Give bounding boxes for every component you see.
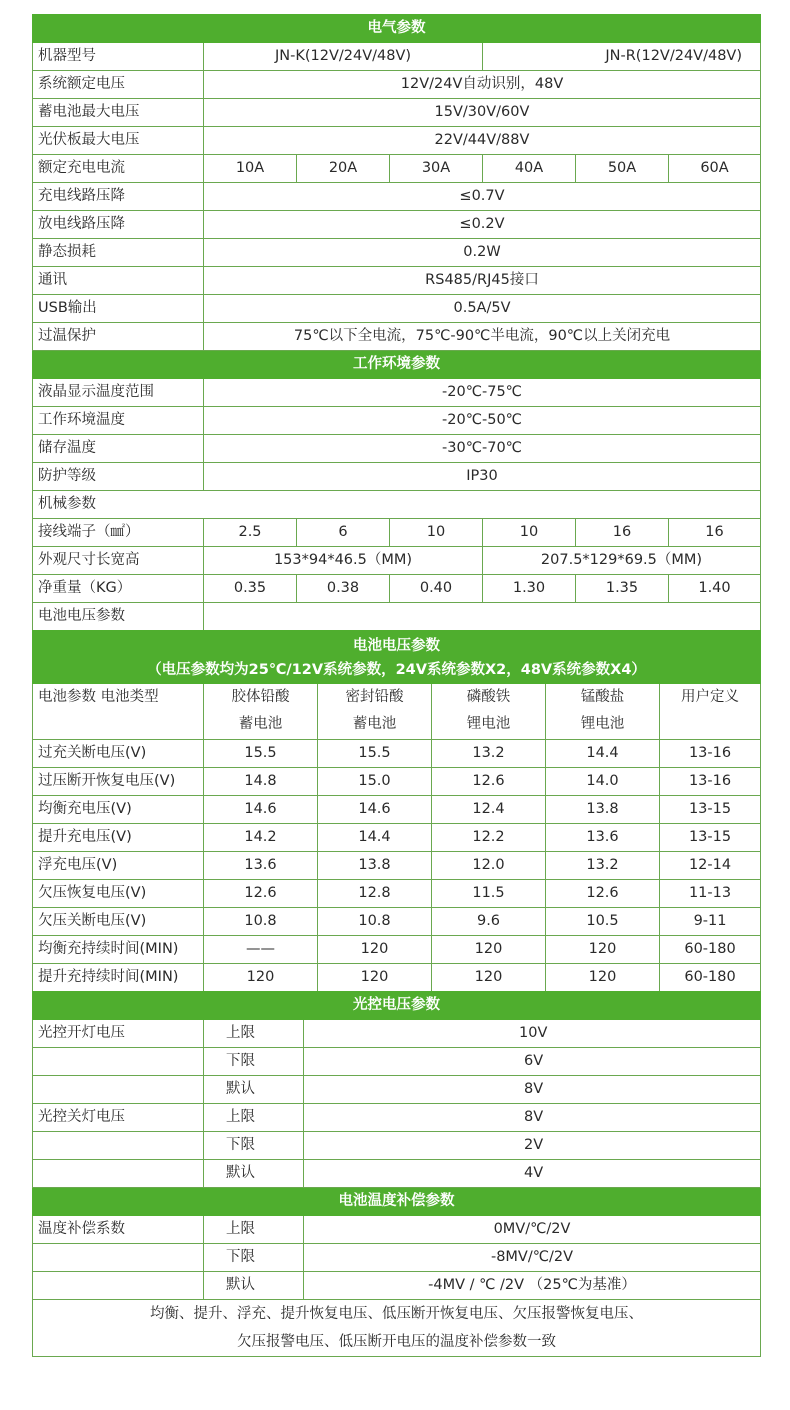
battery-table xyxy=(32,630,761,992)
cell-value: ≤0.2V xyxy=(204,211,761,239)
empty-cell xyxy=(33,1244,204,1272)
cell-value: 10.8 xyxy=(318,908,432,936)
section-title: 电池温度补偿参数 xyxy=(33,1188,761,1216)
cell-value: 11-13 xyxy=(660,880,761,908)
row-label: 防护等级 xyxy=(33,463,204,491)
cell-value: 16 xyxy=(576,519,669,547)
cell-value: 12.6 xyxy=(546,880,660,908)
limit-value: 8V xyxy=(304,1104,761,1132)
cell-value: 120 xyxy=(546,964,660,992)
row-label: 液晶显示温度范围 xyxy=(33,379,204,407)
table-row xyxy=(33,824,761,852)
cell-value: 16 xyxy=(669,519,761,547)
table-row xyxy=(33,908,761,936)
cell-value: 11.5 xyxy=(432,880,546,908)
table-row xyxy=(33,323,761,351)
table-row xyxy=(33,936,761,964)
table-row xyxy=(33,295,761,323)
empty-cell xyxy=(204,603,761,631)
row-label: 电池电压参数 xyxy=(33,603,204,631)
cell-value: ≤0.7V xyxy=(204,183,761,211)
battery-rows xyxy=(33,740,761,992)
cell-value: 13-15 xyxy=(660,824,761,852)
row-label: 提升充持续时间(MIN) xyxy=(33,964,204,992)
cell-value: 12.6 xyxy=(432,768,546,796)
row-label: 蓄电池最大电压 xyxy=(33,99,204,127)
header-line1: 胶体铅酸 xyxy=(231,689,290,705)
cell-value: 120 xyxy=(318,964,432,992)
row-label: 提升充电压(V) xyxy=(33,824,204,852)
cell-value: 13.8 xyxy=(546,796,660,824)
cell-value: 12.0 xyxy=(432,852,546,880)
empty-cell xyxy=(33,1160,204,1188)
table-row xyxy=(33,519,761,547)
table-row xyxy=(33,1216,761,1244)
cell-value: 14.6 xyxy=(318,796,432,824)
empty-cell xyxy=(33,1048,204,1076)
table-row xyxy=(33,852,761,880)
row-label: 过温保护 xyxy=(33,323,204,351)
cell-value: 120 xyxy=(318,936,432,964)
empty-cell xyxy=(33,1076,204,1104)
table-row xyxy=(33,768,761,796)
cell-value: -30℃-70℃ xyxy=(204,435,761,463)
section-light-control xyxy=(33,992,761,1020)
cell-value: 120 xyxy=(546,936,660,964)
limit-label: 上限 xyxy=(204,1216,304,1244)
table-row xyxy=(33,211,761,239)
limit-label: 默认 xyxy=(204,1160,304,1188)
header-line2: 锂电池 xyxy=(580,716,625,732)
row-label: 光控开灯电压 xyxy=(33,1020,204,1048)
row-label: 系统额定电压 xyxy=(33,71,204,99)
cell-value: 60A xyxy=(669,155,761,183)
section-electrical xyxy=(33,15,761,43)
row-label: 放电线路压降 xyxy=(33,211,204,239)
limit-value: 10V xyxy=(304,1020,761,1048)
cell-value: 12.6 xyxy=(204,880,318,908)
limit-value: 8V xyxy=(304,1076,761,1104)
table-row xyxy=(33,796,761,824)
limit-value: 0MV/℃/2V xyxy=(304,1216,761,1244)
cell-value: 14.4 xyxy=(546,740,660,768)
header-line1: 磷酸铁 xyxy=(466,689,511,705)
cell-value: JN-R(12V/24V/48V) xyxy=(483,43,761,71)
row-label: 过压断开恢复电压(V) xyxy=(33,768,204,796)
cell-value: 13.2 xyxy=(432,740,546,768)
cell-value: 15.5 xyxy=(318,740,432,768)
limit-label: 默认 xyxy=(204,1076,304,1104)
cell-value: 1.40 xyxy=(669,575,761,603)
row-label: 额定充电电流 xyxy=(33,155,204,183)
row-label: 均衡充持续时间(MIN) xyxy=(33,936,204,964)
table-row xyxy=(33,239,761,267)
table-row xyxy=(33,1160,761,1188)
table-row xyxy=(33,463,761,491)
limit-value: -8MV/℃/2V xyxy=(304,1244,761,1272)
table-row xyxy=(33,43,761,71)
cell-value: -20℃-50℃ xyxy=(204,407,761,435)
table-row xyxy=(33,1076,761,1104)
table-row xyxy=(33,575,761,603)
header-line2: 锂电池 xyxy=(466,716,511,732)
row-label: 欠压恢复电压(V) xyxy=(33,880,204,908)
cell-value: 10 xyxy=(483,519,576,547)
table-row xyxy=(33,407,761,435)
cell-value: 10A xyxy=(204,155,297,183)
table-row xyxy=(33,740,761,768)
section-title: 光控电压参数 xyxy=(33,992,761,1020)
cell-value: 12V/24V自动识别，48V xyxy=(204,71,761,99)
cell-value: JN-K(12V/24V/48V) xyxy=(204,43,483,71)
header-first: 电池参数 电池类型 xyxy=(33,684,204,740)
limit-value: 4V xyxy=(304,1160,761,1188)
limit-value: 2V xyxy=(304,1132,761,1160)
row-label: 充电线路压降 xyxy=(33,183,204,211)
row-label: 静态损耗 xyxy=(33,239,204,267)
cell-value: 13.8 xyxy=(318,852,432,880)
cell-value: 14.4 xyxy=(318,824,432,852)
cell-value: -20℃-75℃ xyxy=(204,379,761,407)
header-line1: 用户定义 xyxy=(681,689,740,705)
table-row xyxy=(33,964,761,992)
cell-value: 15.0 xyxy=(318,768,432,796)
table-row xyxy=(33,880,761,908)
table-row xyxy=(33,491,761,519)
limit-label: 下限 xyxy=(204,1244,304,1272)
row-label: 机器型号 xyxy=(33,43,204,71)
header-line2: 蓄电池 xyxy=(238,716,283,732)
section-battery xyxy=(33,631,761,684)
cell-value: —— xyxy=(204,936,318,964)
cell-value: 60-180 xyxy=(660,936,761,964)
light-control-table xyxy=(32,991,761,1357)
cell-value: 10 xyxy=(390,519,483,547)
cell-value: 10.5 xyxy=(546,908,660,936)
cell-value: 20A xyxy=(297,155,390,183)
row-label: 欠压关断电压(V) xyxy=(33,908,204,936)
row-label: 外观尺寸长宽高 xyxy=(33,547,204,575)
row-label: 接线端子（㎟） xyxy=(33,519,204,547)
cell-value: 14.6 xyxy=(204,796,318,824)
cell-value: 13-15 xyxy=(660,796,761,824)
cell-value: 13.6 xyxy=(204,852,318,880)
cell-value: 13.2 xyxy=(546,852,660,880)
cell-value: 153*94*46.5（MM) xyxy=(204,547,483,575)
row-label: 光伏板最大电压 xyxy=(33,127,204,155)
header-line1: 锰酸盐 xyxy=(580,689,625,705)
cell-value: 0.40 xyxy=(390,575,483,603)
cell-value: 2.5 xyxy=(204,519,297,547)
limit-label: 上限 xyxy=(204,1020,304,1048)
cell-value: 0.5A/5V xyxy=(204,295,761,323)
cell-value: 30A xyxy=(390,155,483,183)
row-label: 储存温度 xyxy=(33,435,204,463)
table-row xyxy=(33,435,761,463)
limit-value: 6V xyxy=(304,1048,761,1076)
limit-label: 默认 xyxy=(204,1272,304,1300)
cell-value: 120 xyxy=(432,936,546,964)
cell-value: 12-14 xyxy=(660,852,761,880)
cell-value: 1.35 xyxy=(576,575,669,603)
row-label: USB输出 xyxy=(33,295,204,323)
note-cell xyxy=(33,1300,761,1357)
cell-value: 75℃以下全电流，75℃-90℃半电流，90℃以上关闭充电 xyxy=(204,323,761,351)
cell-value: 13-16 xyxy=(660,740,761,768)
section-temp-comp xyxy=(33,1188,761,1216)
battery-header-row xyxy=(33,684,761,740)
cell-value: 207.5*129*69.5（MM) xyxy=(483,547,761,575)
cell-value: 14.8 xyxy=(204,768,318,796)
section-subtitle: （电压参数均为25℃/12V系统参数，24V系统参数X2，48V系统参数X4） xyxy=(147,662,646,678)
cell-value: 0.35 xyxy=(204,575,297,603)
cell-value: 12.4 xyxy=(432,796,546,824)
table-row xyxy=(33,1132,761,1160)
cell-value: 13-16 xyxy=(660,768,761,796)
row-label: 光控关灯电压 xyxy=(33,1104,204,1132)
section-title xyxy=(33,631,761,684)
spec-table xyxy=(32,14,761,631)
cell-value: 0.2W xyxy=(204,239,761,267)
cell-value: 12.2 xyxy=(432,824,546,852)
table-row xyxy=(33,1244,761,1272)
row-label: 浮充电压(V) xyxy=(33,852,204,880)
table-row xyxy=(33,1104,761,1132)
table-row xyxy=(33,603,761,631)
table-row xyxy=(33,547,761,575)
note-line1: 均衡、提升、浮充、提升恢复电压、低压断开恢复电压、欠压报警恢复电压、 xyxy=(150,1306,644,1322)
cell-value: 60-180 xyxy=(660,964,761,992)
table-row xyxy=(33,99,761,127)
empty-cell xyxy=(33,1272,204,1300)
cell-value: 22V/44V/88V xyxy=(204,127,761,155)
cell-value: 9-11 xyxy=(660,908,761,936)
table-row xyxy=(33,1048,761,1076)
cell-value: 9.6 xyxy=(432,908,546,936)
cell-value: 0.38 xyxy=(297,575,390,603)
limit-label: 下限 xyxy=(204,1048,304,1076)
table-row xyxy=(33,267,761,295)
cell-value: 15V/30V/60V xyxy=(204,99,761,127)
header-col xyxy=(318,684,432,740)
row-label: 过充关断电压(V) xyxy=(33,740,204,768)
header-col xyxy=(660,684,761,740)
cell-value: 50A xyxy=(576,155,669,183)
header-col xyxy=(432,684,546,740)
limit-label: 上限 xyxy=(204,1104,304,1132)
table-row xyxy=(33,379,761,407)
row-label: 工作环境温度 xyxy=(33,407,204,435)
cell-value: 120 xyxy=(204,964,318,992)
cell-value: RS485/RJ45接口 xyxy=(204,267,761,295)
table-row xyxy=(33,155,761,183)
table-row xyxy=(33,1020,761,1048)
cell-value: IP30 xyxy=(204,463,761,491)
note-line2: 欠压报警电压、低压断开电压的温度补偿参数一致 xyxy=(237,1334,557,1350)
limit-value: -4MV / ℃ /2V （25℃为基准） xyxy=(304,1272,761,1300)
section-environment xyxy=(33,351,761,379)
cell-value: 6 xyxy=(297,519,390,547)
note-row xyxy=(33,1300,761,1357)
table-row xyxy=(33,183,761,211)
empty-cell xyxy=(33,1132,204,1160)
cell-value: 1.30 xyxy=(483,575,576,603)
cell-value: 14.0 xyxy=(546,768,660,796)
cell-value: 14.2 xyxy=(204,824,318,852)
table-row xyxy=(33,127,761,155)
row-label: 机械参数 xyxy=(33,491,761,519)
row-label: 净重量（KG） xyxy=(33,575,204,603)
table-row xyxy=(33,1272,761,1300)
row-label: 通讯 xyxy=(33,267,204,295)
section-title: 工作环境参数 xyxy=(33,351,761,379)
limit-label: 下限 xyxy=(204,1132,304,1160)
section-title: 电气参数 xyxy=(33,15,761,43)
table-row xyxy=(33,71,761,99)
cell-value: 15.5 xyxy=(204,740,318,768)
cell-value: 13.6 xyxy=(546,824,660,852)
spec-sheet xyxy=(32,14,760,1357)
cell-value: 40A xyxy=(483,155,576,183)
header-line2: 蓄电池 xyxy=(352,716,397,732)
cell-value: 120 xyxy=(432,964,546,992)
header-line1: 密封铅酸 xyxy=(345,689,404,705)
row-label: 温度补偿系数 xyxy=(33,1216,204,1244)
header-col xyxy=(546,684,660,740)
cell-value: 12.8 xyxy=(318,880,432,908)
header-col xyxy=(204,684,318,740)
row-label: 均衡充电压(V) xyxy=(33,796,204,824)
cell-value: 10.8 xyxy=(204,908,318,936)
section-title-text: 电池电压参数 xyxy=(353,638,441,654)
